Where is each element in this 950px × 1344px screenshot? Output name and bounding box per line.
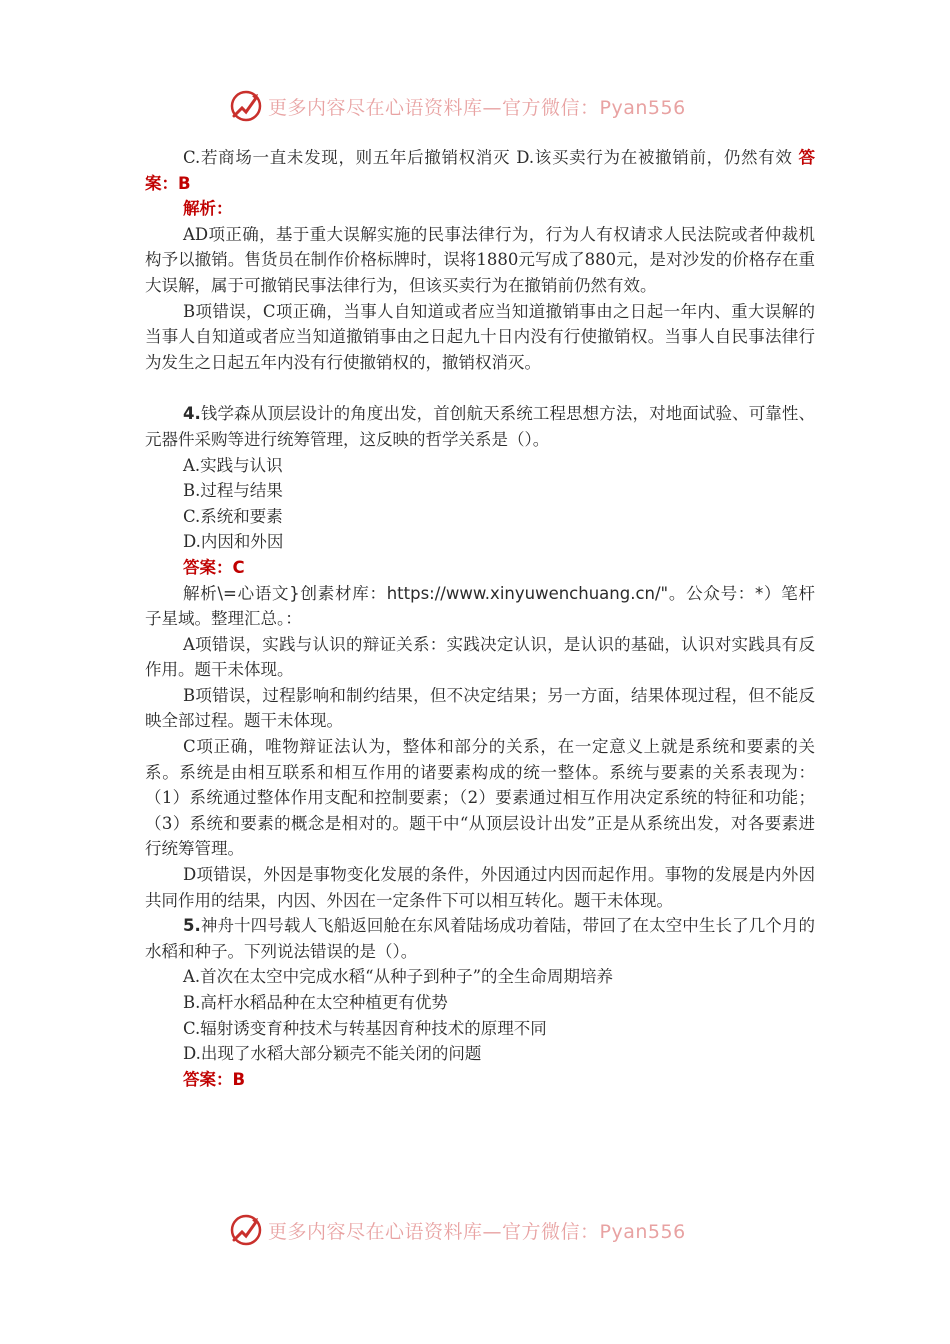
q5-stem: 5.神舟十四号载人飞船返回舱在东风着陆场成功着陆，带回了在太空中生长了几个月的水稻和种子。下列说法错误的是（）。 xyxy=(145,916,815,961)
q4-analysis-b: B项错误，过程影响和制约结果，但不决定结果；另一方面，结果体现过程，但不能反映全部过程。题干未体现。 xyxy=(145,685,815,731)
header-banner xyxy=(228,88,686,124)
banner-text: 更多内容尽在心语资料库—官方微信：Pyan556 xyxy=(268,1220,686,1243)
q4-answer: 答案：C xyxy=(183,557,245,577)
q5-option-c: C.辐射诱变育种技术与转基因育种技术的原理不同 xyxy=(183,1018,547,1038)
q3-analysis-p1: AD项正确，基于重大误解实施的民事法律行为，行为人有权请求人民法院或者仲裁机构予以撤销。售货员在制作价格标牌时，误将1880元写成了880元，是对沙发的价格存在重大误解，属于可撤销民事法律行为，但该买卖行为在撤销前仍然有效。 xyxy=(145,224,815,295)
q4-option-a: A.实践与认识 xyxy=(183,455,283,475)
q3-analysis-label: 解析： xyxy=(183,199,233,219)
q3-analysis-p2: B项错误，C项正确，当事人自知道或者应当知道撤销事由之日起一年内、重大误解的当事人自知道或者应当知道撤销事由之日起九十日内没有行使撤销权。当事人自民事法律行为发生之日起五年内没有行使撤销权的，撤销权消灭。 xyxy=(145,301,815,372)
q5-option-b: B.高杆水稻品种在太空种植更有优势 xyxy=(183,993,448,1012)
q5-number: 5. xyxy=(183,916,201,936)
q4-analysis-d: D项错误，外因是事物变化发展的条件，外因通过内因而起作用。事物的发展是内外因共同作用的结果，内因、外因在一定条件下可以相互转化。题干未体现。 xyxy=(145,865,815,910)
footer-banner xyxy=(228,1212,686,1248)
q5-answer: 答案：B xyxy=(183,1069,246,1089)
q5-option-a: A.首次在太空中完成水稻“从种子到种子”的全生命周期培养 xyxy=(183,967,614,987)
q4-analysis-a: A项错误，实践与认识的辩证关系：实践决定认识，是认识的基础，认识对实践具有反作用。题干未体现。 xyxy=(145,634,815,680)
document-body xyxy=(145,145,815,1092)
q3-answer: 答案：B xyxy=(145,148,815,193)
q4-option-b: B.过程与结果 xyxy=(183,481,283,501)
q4-analysis-intro: 解析\=心语文}创素材库：https://www.xinyuwenchuang.cn/"。公众号：*）笔杆子星域。整理汇总。： xyxy=(145,583,815,629)
banner-text: 更多内容尽在心语资料库—官方微信：Pyan556 xyxy=(268,96,686,119)
q3-option-cd: C.若商场一直未发现，则五年后撤销权消灭 D.该买卖行为在被撤销前，仍然有效 答案：B xyxy=(145,148,815,193)
logo-icon xyxy=(228,1212,264,1248)
q4-analysis-c: C项正确，唯物辩证法认为，整体和部分的关系，在一定意义上就是系统和要素的关系。系统是由相互联系和相互作用的诸要素构成的统一整体。系统与要素的关系表现为：（1）系统通过整体作用支配和控制要素；（2）要素通过相互作用决定系统的特征和功能；（3）系统和要素的概念是相对的。题干中“从顶层设计出发”正是从系统出发，对各要素进行统筹管理。 xyxy=(145,737,815,859)
logo-icon xyxy=(228,88,264,124)
q4-number: 4. xyxy=(183,404,201,424)
q5-option-d: D.出现了水稻大部分颖壳不能关闭的问题 xyxy=(183,1044,482,1064)
q4-stem: 4.钱学森从顶层设计的角度出发，首创航天系统工程思想方法，对地面试验、可靠性、元器件采购等进行统筹管理，这反映的哲学关系是（）。 xyxy=(145,404,815,449)
q4-option-d: D.内因和外因 xyxy=(183,532,284,552)
q4-option-c: C.系统和要素 xyxy=(183,506,283,526)
